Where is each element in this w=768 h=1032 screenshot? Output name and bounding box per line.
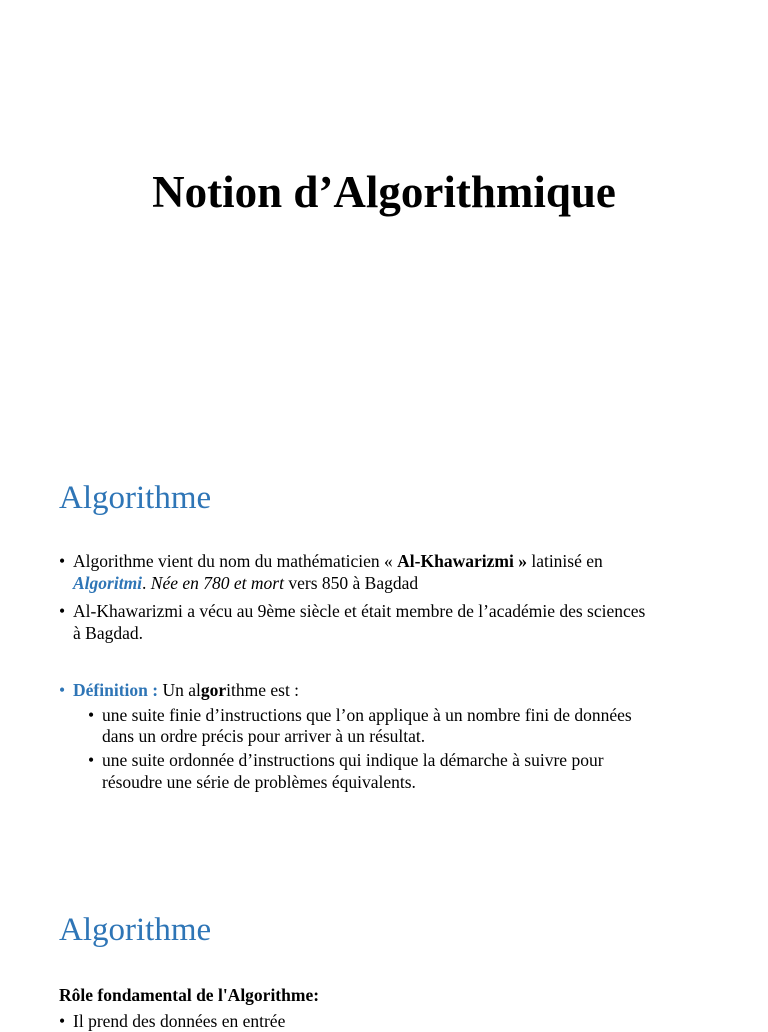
section-heading-algorithme-2: Algorithme <box>59 912 212 948</box>
list-item-origin-line2: Algoritmi. Née en 780 et mort vers 850 à Bagdad <box>73 573 419 593</box>
sub-list-item-1-line2: dans un ordre précis pour arriver à un résultat. <box>102 726 426 746</box>
name-al-khawarizmi: Al-Khawarizmi » <box>397 551 527 571</box>
bullet-icon: • <box>59 680 66 700</box>
list-item-history-line2: à Bagdad. <box>73 623 143 643</box>
bullet-icon: • <box>59 601 66 621</box>
bullet-icon: • <box>88 705 95 725</box>
bullet-icon: • <box>59 551 66 571</box>
definition-label: Définition : <box>73 680 159 700</box>
list-item-text: Algorithme vient du nom du mathématicien « Al-Khawarizmi » latinisé en <box>73 551 603 571</box>
section-heading-algorithme: Algorithme <box>59 480 212 516</box>
bullet-icon: • <box>59 1011 66 1031</box>
term-algoritmi: Algoritmi <box>73 573 143 593</box>
page-title: Notion d’Algorithmique <box>152 167 616 217</box>
section-subheading-role: Rôle fondamental de l'Algorithme: <box>59 985 320 1005</box>
sub-list-item-2-line2: résoudre une série de problèmes équivalents. <box>102 772 416 792</box>
bullet-icon: • <box>88 750 95 770</box>
